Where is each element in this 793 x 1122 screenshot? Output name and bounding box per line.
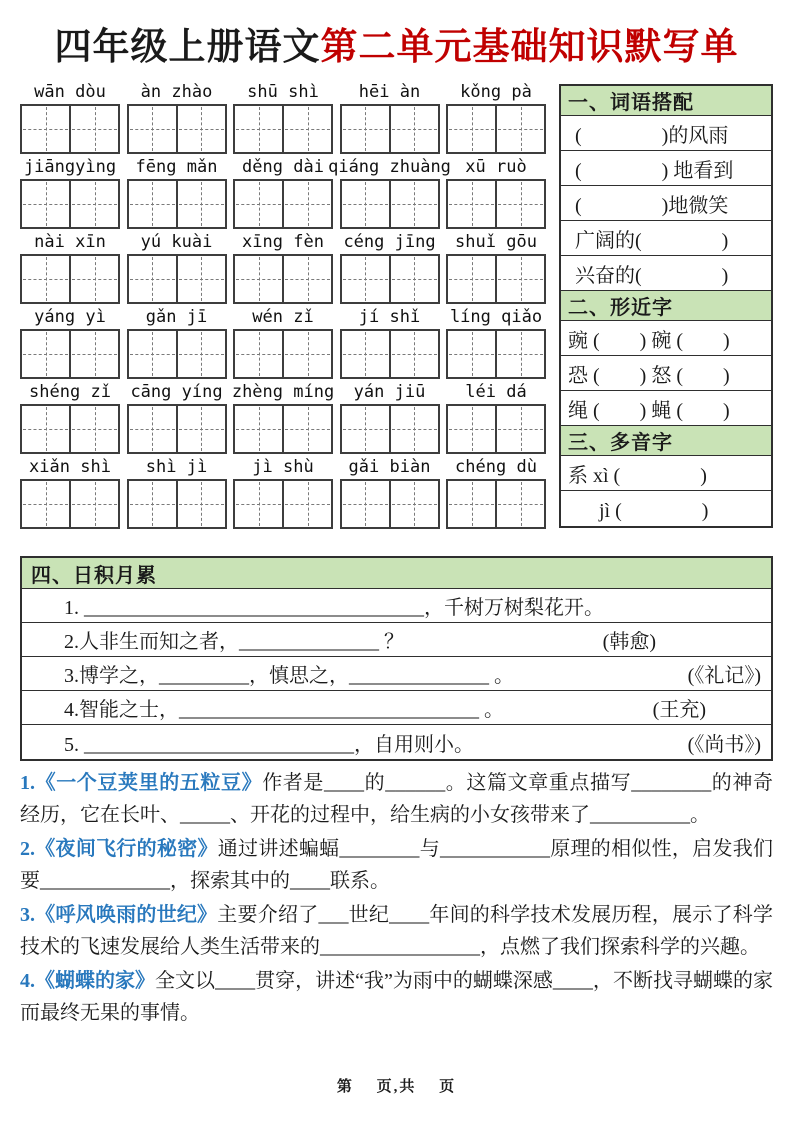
- tianzige-cell: [235, 331, 282, 377]
- accumulation-text: 1. __________________________________，千树万树梨花开。: [64, 597, 604, 619]
- pinyin-label: kǒng pà: [460, 82, 532, 102]
- tianzige-cell: [22, 256, 69, 302]
- pinyin-word-group: [127, 230, 227, 304]
- pinyin-label: gǎn jī: [145, 307, 208, 327]
- pinyin-word-group: [340, 380, 440, 454]
- title-grade-part: 四年级上册语文: [54, 27, 321, 68]
- writing-grid: [127, 179, 227, 229]
- tianzige-cell: [176, 106, 225, 152]
- tianzige-cell: [129, 256, 176, 302]
- pinyin-word-group: [233, 305, 333, 379]
- pinyin-word-group: [340, 305, 440, 379]
- pinyin-label: shéng zǐ: [29, 382, 111, 402]
- sidebar-section2-header: 二、形近字: [561, 291, 771, 321]
- pinyin-label: yáng yì: [34, 307, 106, 327]
- book-title: 4.《蝴蝶的家》: [20, 970, 156, 992]
- pinyin-word-group: [328, 155, 451, 229]
- pinyin-word-group: [233, 230, 333, 304]
- tianzige-cell: [389, 106, 438, 152]
- similar-char-row: 豌 ( ) 碗 ( ): [561, 321, 771, 356]
- tianzige-cell: [495, 106, 544, 152]
- tianzige-cell: [282, 106, 331, 152]
- pinyin-label: yán jiū: [353, 382, 426, 402]
- page-title: [20, 16, 773, 70]
- pinyin-row: [20, 455, 546, 529]
- pinyin-word-group: [233, 380, 333, 454]
- tianzige-cell: [22, 331, 69, 377]
- pinyin-label: gǎi biàn: [348, 457, 431, 477]
- tianzige-cell: [22, 406, 69, 452]
- tianzige-cell: [342, 181, 389, 227]
- tianzige-cell: [282, 181, 331, 227]
- pinyin-word-group: [446, 380, 546, 454]
- pinyin-word-group: [127, 80, 227, 154]
- title-unit-part: 第二单元基础知识默写单: [320, 27, 739, 68]
- attribution: (《尚书》): [687, 733, 761, 756]
- word-match-row: ( ) 地看到: [561, 151, 771, 186]
- tianzige-cell: [69, 406, 118, 452]
- page-number-footer: 第 页,共 页: [336, 1079, 457, 1095]
- pinyin-label: shuǐ gōu: [455, 232, 537, 252]
- pinyin-writing-section: [20, 80, 546, 530]
- accumulation-row: [22, 725, 771, 759]
- polyphone-row: 系 xì ( ): [561, 456, 771, 491]
- tianzige-cell: [495, 331, 544, 377]
- pinyin-label: cāng yíng: [130, 382, 223, 402]
- accumulation-row: [22, 589, 771, 623]
- note-body: 全文以____贯穿，讲述“我”为雨中的蝴蝶深感____，不断找寻蝴蝶的家而最终无果的事情。: [20, 970, 773, 1024]
- reading-notes-section: [20, 767, 773, 1029]
- tianzige-cell: [176, 181, 225, 227]
- tianzige-cell: [389, 481, 438, 527]
- pinyin-label: jí shǐ: [358, 307, 421, 327]
- pinyin-label: wān dòu: [34, 82, 106, 102]
- book-title: 2.《夜间飞行的秘密》: [20, 838, 218, 860]
- tianzige-cell: [69, 481, 118, 527]
- tianzige-cell: [282, 481, 331, 527]
- pinyin-word-group: [127, 305, 227, 379]
- pinyin-label: jì shù: [252, 457, 314, 477]
- pinyin-word-group: [233, 80, 333, 154]
- book-title: 1.《一个豆荚里的五粒豆》: [20, 772, 263, 794]
- pinyin-word-group: [20, 230, 120, 304]
- writing-grid: [20, 179, 120, 229]
- tianzige-cell: [129, 106, 176, 152]
- note-body: 主要介绍了___世纪____年间的科学技术发展历程，展示了科学技术的飞速发展给人类生活带来的________________，点燃了我们探索科学的兴趣。: [20, 904, 774, 958]
- word-match-row: ( )的风雨: [561, 116, 771, 151]
- tianzige-cell: [129, 481, 176, 527]
- tianzige-cell: [389, 406, 438, 452]
- pinyin-row: [20, 380, 546, 454]
- tianzige-cell: [448, 181, 495, 227]
- pinyin-label: chéng dù: [455, 457, 537, 477]
- tianzige-cell: [342, 481, 389, 527]
- similar-char-row: 绳 ( ) 蝇 ( ): [561, 391, 771, 426]
- pinyin-word-group: [446, 155, 546, 229]
- tianzige-cell: [342, 331, 389, 377]
- similar-char-row: 恐 ( ) 怒 ( ): [561, 356, 771, 391]
- tianzige-cell: [235, 406, 282, 452]
- pinyin-label: wén zǐ: [252, 307, 314, 327]
- accumulation-text: 4.智能之士，______________________________ 。: [64, 699, 504, 721]
- writing-grid: [446, 479, 546, 529]
- writing-grid: [340, 329, 440, 379]
- pinyin-word-group: [233, 155, 333, 229]
- pinyin-label: nài xīn: [34, 232, 106, 252]
- writing-grid: [233, 104, 333, 154]
- pinyin-row: [20, 155, 546, 229]
- writing-grid: [127, 404, 227, 454]
- tianzige-cell: [448, 481, 495, 527]
- pinyin-label: shū shì: [247, 82, 319, 102]
- pinyin-row: [20, 305, 546, 379]
- pinyin-label: xīng fèn: [242, 232, 324, 252]
- tianzige-cell: [495, 481, 544, 527]
- writing-grid: [20, 479, 120, 529]
- tianzige-cell: [129, 406, 176, 452]
- writing-grid: [20, 254, 120, 304]
- tianzige-cell: [495, 406, 544, 452]
- word-match-row: ( )地微笑: [561, 186, 771, 221]
- tianzige-cell: [235, 256, 282, 302]
- pinyin-word-group: [446, 305, 546, 379]
- pinyin-label: hēi àn: [358, 82, 421, 102]
- attribution: (韩愈): [602, 631, 656, 653]
- writing-grid: [446, 404, 546, 454]
- tianzige-cell: [448, 406, 495, 452]
- reading-note: [20, 767, 773, 831]
- writing-grid: [340, 179, 440, 229]
- pinyin-word-group: [127, 455, 227, 529]
- pinyin-label: zhèng míng: [231, 382, 335, 402]
- tianzige-cell: [69, 256, 118, 302]
- pinyin-word-group: [340, 455, 440, 529]
- accumulation-row: [22, 657, 771, 691]
- pinyin-label: líng qiǎo: [449, 307, 543, 327]
- writing-grid: [233, 404, 333, 454]
- tianzige-cell: [235, 181, 282, 227]
- tianzige-cell: [282, 256, 331, 302]
- accumulation-text: 3.博学之，_________，慎思之，______________ 。: [64, 665, 514, 687]
- sidebar-section1-header: 一、词语搭配: [561, 86, 771, 116]
- tianzige-cell: [69, 181, 118, 227]
- pinyin-label: shì jì: [145, 457, 208, 477]
- writing-grid: [127, 329, 227, 379]
- accumulation-header: 四、日积月累: [22, 558, 771, 589]
- tianzige-cell: [448, 331, 495, 377]
- pinyin-label: léi dá: [465, 382, 527, 402]
- pinyin-word-group: [20, 455, 120, 529]
- book-title: 3.《呼风唤雨的世纪》: [20, 904, 218, 926]
- sidebar-section3-header: 三、多音字: [561, 426, 771, 456]
- writing-grid: [20, 404, 120, 454]
- pinyin-word-group: [127, 380, 227, 454]
- polyphone-row: jì ( ): [599, 500, 709, 522]
- pinyin-label: jiāngyìng: [23, 157, 117, 177]
- tianzige-cell: [389, 331, 438, 377]
- pinyin-word-group: [340, 80, 440, 154]
- pinyin-label: děng dài: [242, 157, 324, 177]
- note-body: 通过讲述蝙蝠________与___________原理的相似性，启发我们要_____________，探索其中的____联系。: [20, 838, 774, 892]
- writing-grid: [446, 329, 546, 379]
- tianzige-cell: [176, 481, 225, 527]
- tianzige-cell: [129, 181, 176, 227]
- tianzige-cell: [495, 181, 544, 227]
- sidebar: [559, 84, 773, 528]
- tianzige-cell: [389, 181, 438, 227]
- writing-grid: [233, 479, 333, 529]
- pinyin-row: [20, 80, 546, 154]
- accumulation-row: [22, 623, 771, 657]
- writing-grid: [20, 329, 120, 379]
- pinyin-word-group: [233, 455, 333, 529]
- tianzige-cell: [22, 181, 69, 227]
- tianzige-cell: [342, 256, 389, 302]
- accumulation-text: 5. ___________________________，自用则小。: [64, 733, 474, 756]
- pinyin-word-group: [20, 155, 120, 229]
- pinyin-word-group: [20, 305, 120, 379]
- pinyin-label: xiǎn shì: [29, 457, 111, 477]
- reading-note: [20, 833, 773, 897]
- pinyin-label: céng jīng: [343, 232, 436, 252]
- main-columns: [20, 80, 773, 530]
- tianzige-cell: [235, 481, 282, 527]
- writing-grid: [446, 254, 546, 304]
- tianzige-cell: [129, 331, 176, 377]
- pinyin-word-group: [20, 380, 120, 454]
- writing-grid: [340, 479, 440, 529]
- tianzige-cell: [495, 256, 544, 302]
- writing-grid: [340, 104, 440, 154]
- tianzige-cell: [176, 256, 225, 302]
- pinyin-row: [20, 230, 546, 304]
- word-match-row: 广阔的( ): [561, 221, 771, 256]
- tianzige-cell: [448, 106, 495, 152]
- pinyin-word-group: [20, 80, 120, 154]
- pinyin-word-group: [446, 455, 546, 529]
- pinyin-word-group: [340, 230, 440, 304]
- tianzige-cell: [22, 106, 69, 152]
- tianzige-cell: [69, 331, 118, 377]
- writing-grid: [340, 254, 440, 304]
- attribution: (王充): [652, 699, 706, 721]
- writing-grid: [446, 179, 546, 229]
- writing-grid: [20, 104, 120, 154]
- writing-grid: [127, 104, 227, 154]
- writing-grid: [233, 179, 333, 229]
- note-body: 作者是____的______。这篇文章重点描写________的神奇经历，它在长叶、_____、开花的过程中，给生病的小女孩带来了__________。: [20, 772, 774, 826]
- accumulation-row: [22, 691, 771, 725]
- tianzige-cell: [235, 106, 282, 152]
- writing-grid: [127, 479, 227, 529]
- pinyin-label: fēng mǎn: [135, 157, 218, 177]
- tianzige-cell: [176, 406, 225, 452]
- pinyin-word-group: [127, 155, 227, 229]
- tianzige-cell: [176, 331, 225, 377]
- word-match-row: 兴奋的( ): [561, 256, 771, 291]
- writing-grid: [233, 254, 333, 304]
- writing-grid: [127, 254, 227, 304]
- writing-grid: [340, 404, 440, 454]
- reading-note: [20, 899, 773, 963]
- tianzige-cell: [282, 406, 331, 452]
- pinyin-label: àn zhào: [140, 82, 213, 102]
- pinyin-label: yú kuài: [140, 232, 213, 252]
- tianzige-cell: [389, 256, 438, 302]
- reading-note: [20, 965, 773, 1029]
- attribution: (《礼记》): [687, 665, 761, 687]
- tianzige-cell: [69, 106, 118, 152]
- tianzige-cell: [22, 481, 69, 527]
- writing-grid: [233, 329, 333, 379]
- tianzige-cell: [282, 331, 331, 377]
- pinyin-label: qiáng zhuàng: [328, 157, 451, 177]
- accumulation-text: 2.人非生而知之者，______________ ？: [64, 631, 404, 653]
- pinyin-word-group: [446, 230, 546, 304]
- pinyin-label: xū ruò: [465, 157, 527, 177]
- writing-grid: [446, 104, 546, 154]
- tianzige-cell: [342, 106, 389, 152]
- accumulation-table: [20, 556, 773, 761]
- tianzige-cell: [342, 406, 389, 452]
- pinyin-word-group: [446, 80, 546, 154]
- tianzige-cell: [448, 256, 495, 302]
